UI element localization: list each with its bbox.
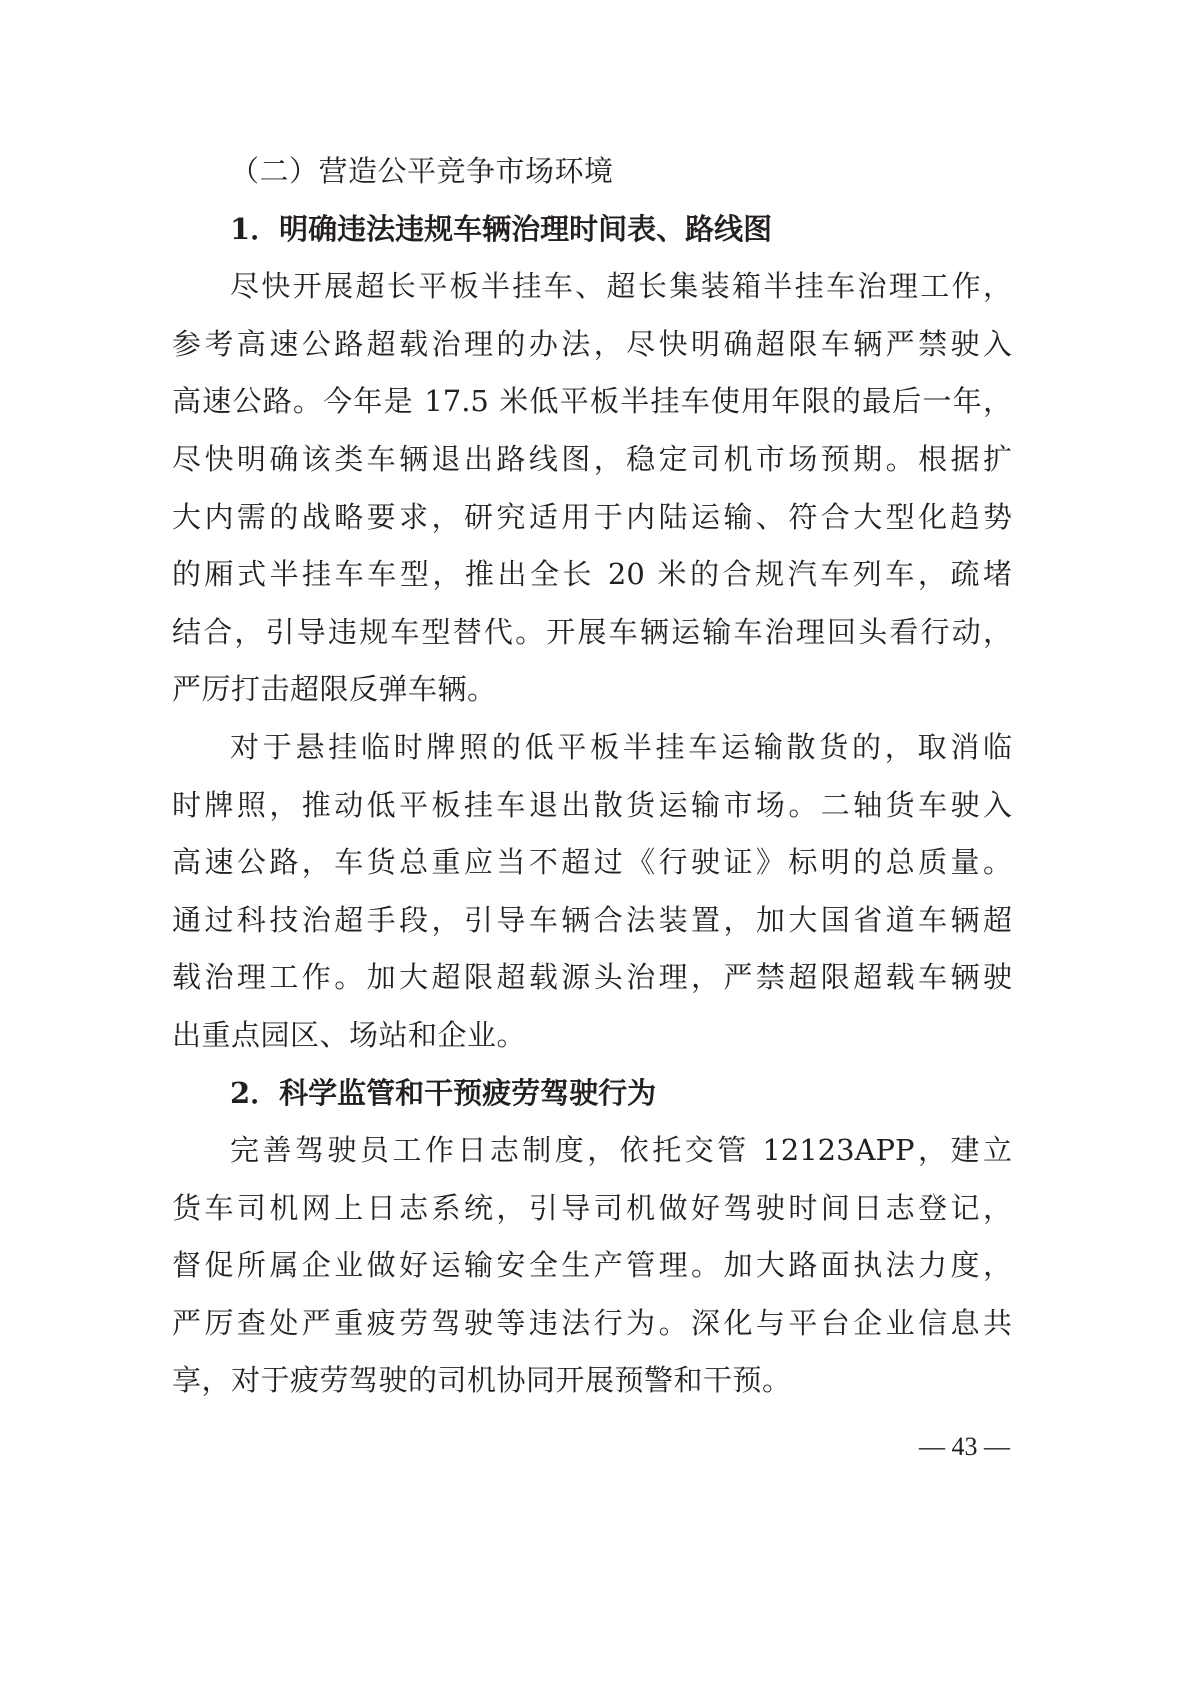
paragraph-line: 对于悬挂临时牌照的低平板半挂车运输散货的，取消临 <box>230 729 1012 764</box>
paragraph-line: 的厢式半挂车车型，推出全长 20 米的合规汽车列车，疏堵 <box>172 557 1012 592</box>
paragraph-line: 货车司机网上日志系统，引导司机做好驾驶时间日志登记， <box>172 1190 1012 1225</box>
paragraph-line: 督促所属企业做好运输安全生产管理。加大路面执法力度， <box>172 1248 1012 1283</box>
paragraph-vehicle-governance <box>172 258 1012 719</box>
paragraph-line: 严厉打击超限反弹车辆。 <box>172 672 497 707</box>
paragraph-line: 尽快明确该类车辆退出路线图，稳定司机市场预期。根据扩 <box>172 441 1012 476</box>
paragraph-line: 高速公路。今年是 17.5 米低平板半挂车使用年限的最后一年， <box>172 384 1012 419</box>
section-heading: （二）营造公平竞争市场环境 <box>230 154 614 188</box>
paragraph-line: 出重点园区、场站和企业。 <box>172 1017 527 1052</box>
paragraph-line: 结合，引导违规车型替代。开展车辆运输车治理回头看行动， <box>172 614 1012 649</box>
paragraph-line: 尽快开展超长平板半挂车、超长集装箱半挂车治理工作， <box>230 269 1012 304</box>
paragraph-line: 通过科技治超手段，引导车辆合法装置，加大国省道车辆超 <box>172 902 1012 937</box>
paragraph-line: 大内需的战略要求，研究适用于内陆运输、符合大型化趋势 <box>172 499 1012 534</box>
paragraph-line: 高速公路，车货总重应当不超过《行驶证》标明的总质量。 <box>172 845 1012 880</box>
paragraph-line: 严厉查处严重疲劳驾驶等违法行为。深化与平台企业信息共 <box>172 1305 1012 1340</box>
paragraph-line: 享，对于疲劳驾驶的司机协同开展预警和干预。 <box>172 1363 792 1398</box>
page-number: — 43 — <box>919 1432 1010 1461</box>
paragraph-temporary-plates <box>172 719 1012 1065</box>
subsection-heading-2: 2．科学监管和干预疲劳驾驶行为 <box>230 1075 657 1110</box>
subsection-heading-1: 1．明确违法违规车辆治理时间表、路线图 <box>230 211 773 246</box>
paragraph-fatigue-driving <box>172 1122 1012 1410</box>
paragraph-line: 时牌照，推动低平板挂车退出散货运输市场。二轴货车驶入 <box>172 787 1012 822</box>
paragraph-line: 载治理工作。加大超限超载源头治理，严禁超限超载车辆驶 <box>172 960 1012 995</box>
document-body <box>172 143 1012 1410</box>
paragraph-line: 参考高速公路超载治理的办法，尽快明确超限车辆严禁驶入 <box>172 326 1012 361</box>
paragraph-line: 完善驾驶员工作日志制度，依托交管 12123APP，建立 <box>230 1133 1012 1168</box>
